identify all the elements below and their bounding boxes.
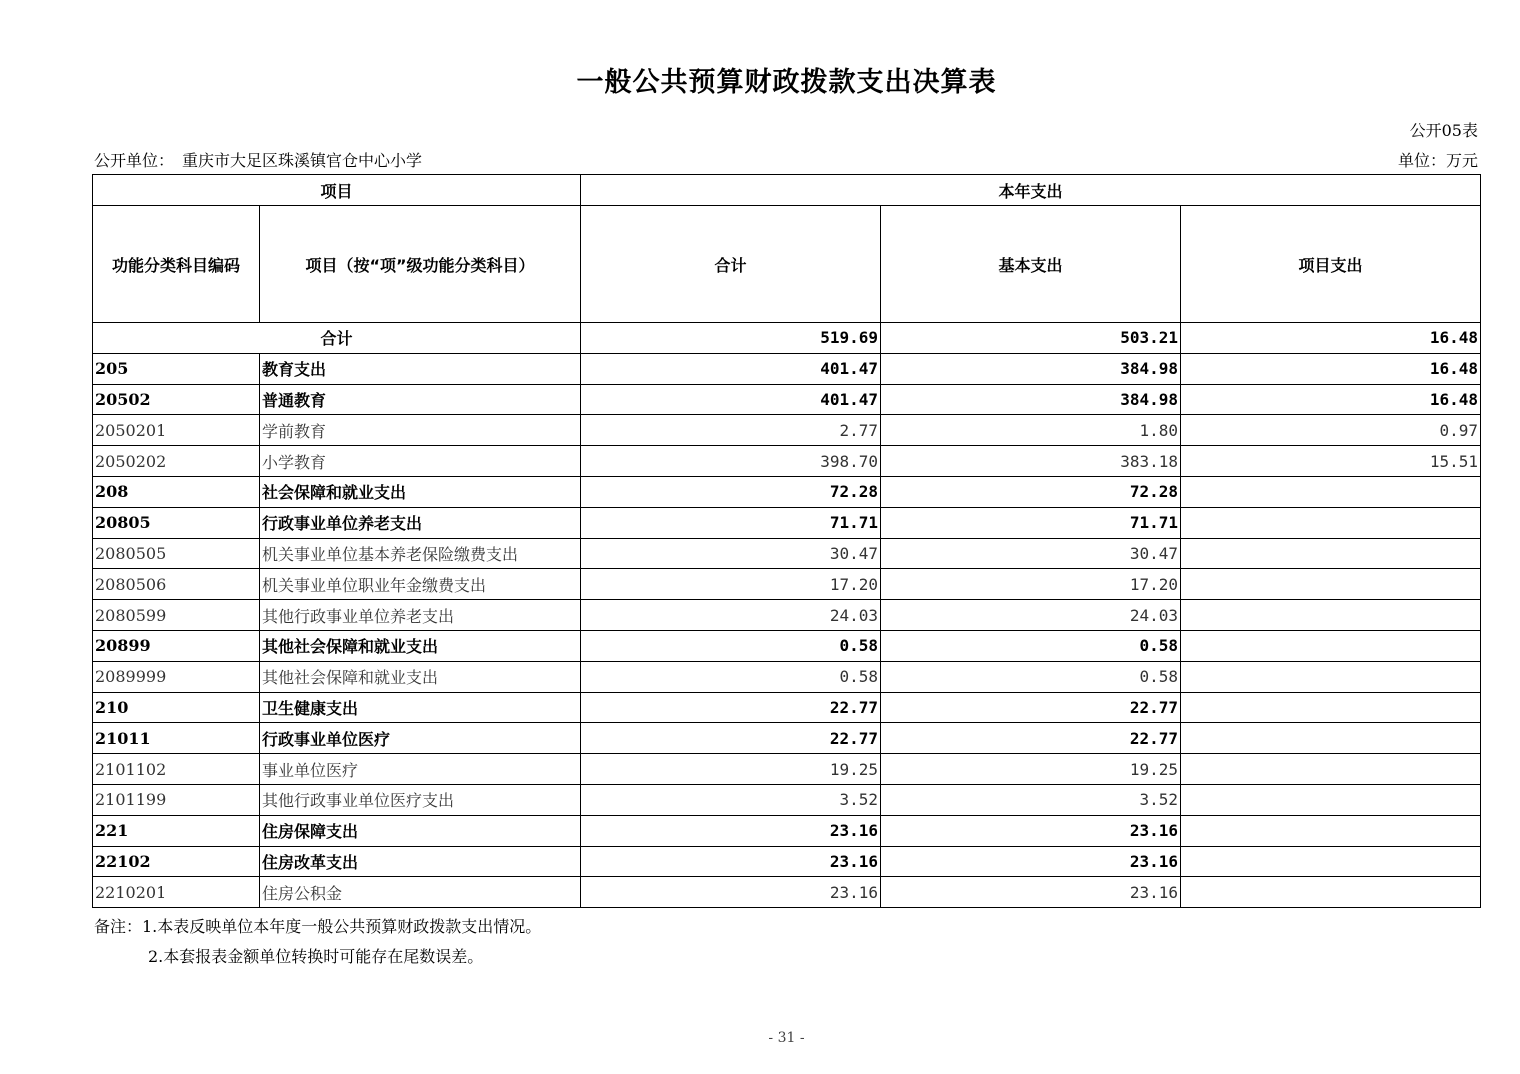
header-basic: 基本支出 bbox=[881, 206, 1181, 323]
table-row bbox=[93, 415, 1481, 446]
row-basic: 17.20 bbox=[881, 569, 1181, 600]
row-project bbox=[1181, 784, 1481, 815]
row-name: 其他社会保障和就业支出 bbox=[260, 661, 581, 692]
note-1: 备注：1.本表反映单位本年度一般公共预算财政拨款支出情况。 bbox=[94, 917, 542, 936]
row-total: 2.77 bbox=[581, 415, 881, 446]
row-total: 398.70 bbox=[581, 446, 881, 477]
total-label: 合计 bbox=[93, 323, 581, 354]
row-basic: 22.77 bbox=[881, 723, 1181, 754]
row-project bbox=[1181, 661, 1481, 692]
row-name: 学前教育 bbox=[260, 415, 581, 446]
header-name: 项目（按“项”级功能分类科目） bbox=[260, 206, 581, 323]
row-total: 24.03 bbox=[581, 600, 881, 631]
row-project bbox=[1181, 815, 1481, 846]
row-project: 16.48 bbox=[1181, 353, 1481, 384]
row-total: 23.16 bbox=[581, 877, 881, 908]
row-basic: 72.28 bbox=[881, 476, 1181, 507]
row-project bbox=[1181, 569, 1481, 600]
row-project bbox=[1181, 507, 1481, 538]
reporting-unit: 公开单位： 重庆市大足区珠溪镇官仓中心小学 bbox=[94, 151, 423, 170]
row-project bbox=[1181, 846, 1481, 877]
row-name: 住房改革支出 bbox=[260, 846, 581, 877]
table-row bbox=[93, 754, 1481, 785]
row-project bbox=[1181, 877, 1481, 908]
row-code: 20805 bbox=[93, 507, 260, 538]
row-code: 2080599 bbox=[93, 600, 260, 631]
row-name: 小学教育 bbox=[260, 446, 581, 477]
row-project bbox=[1181, 476, 1481, 507]
row-basic: 23.16 bbox=[881, 815, 1181, 846]
row-basic: 30.47 bbox=[881, 538, 1181, 569]
row-basic: 0.58 bbox=[881, 630, 1181, 661]
row-code: 2080505 bbox=[93, 538, 260, 569]
row-basic: 23.16 bbox=[881, 846, 1181, 877]
table-row bbox=[93, 723, 1481, 754]
notes bbox=[94, 912, 541, 972]
table-row bbox=[93, 353, 1481, 384]
row-basic: 19.25 bbox=[881, 754, 1181, 785]
table-row bbox=[93, 569, 1481, 600]
row-total: 71.71 bbox=[581, 507, 881, 538]
row-total: 17.20 bbox=[581, 569, 881, 600]
row-basic: 384.98 bbox=[881, 353, 1181, 384]
row-name: 其他行政事业单位养老支出 bbox=[260, 600, 581, 631]
header-current-year: 本年支出 bbox=[581, 175, 1481, 206]
row-name: 普通教育 bbox=[260, 384, 581, 415]
expenditure-table bbox=[92, 174, 1481, 908]
row-name: 住房保障支出 bbox=[260, 815, 581, 846]
row-code: 22102 bbox=[93, 846, 260, 877]
table-row bbox=[93, 384, 1481, 415]
table-row bbox=[93, 476, 1481, 507]
row-total: 23.16 bbox=[581, 846, 881, 877]
row-code: 20502 bbox=[93, 384, 260, 415]
row-total: 22.77 bbox=[581, 723, 881, 754]
row-basic: 383.18 bbox=[881, 446, 1181, 477]
row-code: 208 bbox=[93, 476, 260, 507]
total-basic: 503.21 bbox=[881, 323, 1181, 354]
header-total: 合计 bbox=[581, 206, 881, 323]
row-code: 2101102 bbox=[93, 754, 260, 785]
table-row bbox=[93, 692, 1481, 723]
row-code: 2050201 bbox=[93, 415, 260, 446]
row-basic: 71.71 bbox=[881, 507, 1181, 538]
currency-unit: 单位：万元 bbox=[1397, 151, 1478, 170]
row-code: 210 bbox=[93, 692, 260, 723]
page-number: - 31 - bbox=[768, 1030, 805, 1046]
row-name: 教育支出 bbox=[260, 353, 581, 384]
row-total: 22.77 bbox=[581, 692, 881, 723]
row-code: 205 bbox=[93, 353, 260, 384]
row-basic: 23.16 bbox=[881, 877, 1181, 908]
row-code: 20899 bbox=[93, 630, 260, 661]
table-row bbox=[93, 446, 1481, 477]
table-row bbox=[93, 877, 1481, 908]
total-sum: 519.69 bbox=[581, 323, 881, 354]
row-total: 401.47 bbox=[581, 384, 881, 415]
row-project: 15.51 bbox=[1181, 446, 1481, 477]
note-2: 2.本套报表金额单位转换时可能存在尾数误差。 bbox=[148, 947, 484, 966]
header-project: 项目 bbox=[93, 175, 581, 206]
row-total: 30.47 bbox=[581, 538, 881, 569]
table-row bbox=[93, 846, 1481, 877]
row-project: 0.97 bbox=[1181, 415, 1481, 446]
table-row bbox=[93, 600, 1481, 631]
row-name: 卫生健康支出 bbox=[260, 692, 581, 723]
row-total: 0.58 bbox=[581, 630, 881, 661]
row-project bbox=[1181, 754, 1481, 785]
row-code: 2050202 bbox=[93, 446, 260, 477]
row-basic: 24.03 bbox=[881, 600, 1181, 631]
row-project bbox=[1181, 692, 1481, 723]
row-total: 3.52 bbox=[581, 784, 881, 815]
row-total: 19.25 bbox=[581, 754, 881, 785]
row-basic: 1.80 bbox=[881, 415, 1181, 446]
row-name: 其他社会保障和就业支出 bbox=[260, 630, 581, 661]
header-project-expense: 项目支出 bbox=[1181, 206, 1481, 323]
row-project bbox=[1181, 538, 1481, 569]
table-row bbox=[93, 784, 1481, 815]
row-name: 行政事业单位医疗 bbox=[260, 723, 581, 754]
table-row bbox=[93, 538, 1481, 569]
row-name: 机关事业单位基本养老保险缴费支出 bbox=[260, 538, 581, 569]
row-name: 行政事业单位养老支出 bbox=[260, 507, 581, 538]
row-name: 社会保障和就业支出 bbox=[260, 476, 581, 507]
table-row bbox=[93, 661, 1481, 692]
table-row bbox=[93, 630, 1481, 661]
form-number: 公开05表 bbox=[1409, 121, 1478, 140]
row-name: 机关事业单位职业年金缴费支出 bbox=[260, 569, 581, 600]
row-total: 72.28 bbox=[581, 476, 881, 507]
row-code: 2210201 bbox=[93, 877, 260, 908]
total-row bbox=[93, 323, 1481, 354]
row-total: 23.16 bbox=[581, 815, 881, 846]
row-total: 0.58 bbox=[581, 661, 881, 692]
row-basic: 384.98 bbox=[881, 384, 1181, 415]
row-code: 221 bbox=[93, 815, 260, 846]
row-total: 401.47 bbox=[581, 353, 881, 384]
row-project bbox=[1181, 723, 1481, 754]
row-basic: 3.52 bbox=[881, 784, 1181, 815]
row-name: 事业单位医疗 bbox=[260, 754, 581, 785]
table-row bbox=[93, 815, 1481, 846]
row-name: 其他行政事业单位医疗支出 bbox=[260, 784, 581, 815]
row-basic: 0.58 bbox=[881, 661, 1181, 692]
row-code: 2080506 bbox=[93, 569, 260, 600]
table-row bbox=[93, 507, 1481, 538]
row-code: 2089999 bbox=[93, 661, 260, 692]
row-code: 2101199 bbox=[93, 784, 260, 815]
row-project bbox=[1181, 600, 1481, 631]
page-title: 一般公共预算财政拨款支出决算表 bbox=[576, 67, 997, 98]
row-project: 16.48 bbox=[1181, 384, 1481, 415]
row-project bbox=[1181, 630, 1481, 661]
header-code: 功能分类科目编码 bbox=[93, 206, 260, 323]
row-code: 21011 bbox=[93, 723, 260, 754]
total-project: 16.48 bbox=[1181, 323, 1481, 354]
row-name: 住房公积金 bbox=[260, 877, 581, 908]
row-basic: 22.77 bbox=[881, 692, 1181, 723]
